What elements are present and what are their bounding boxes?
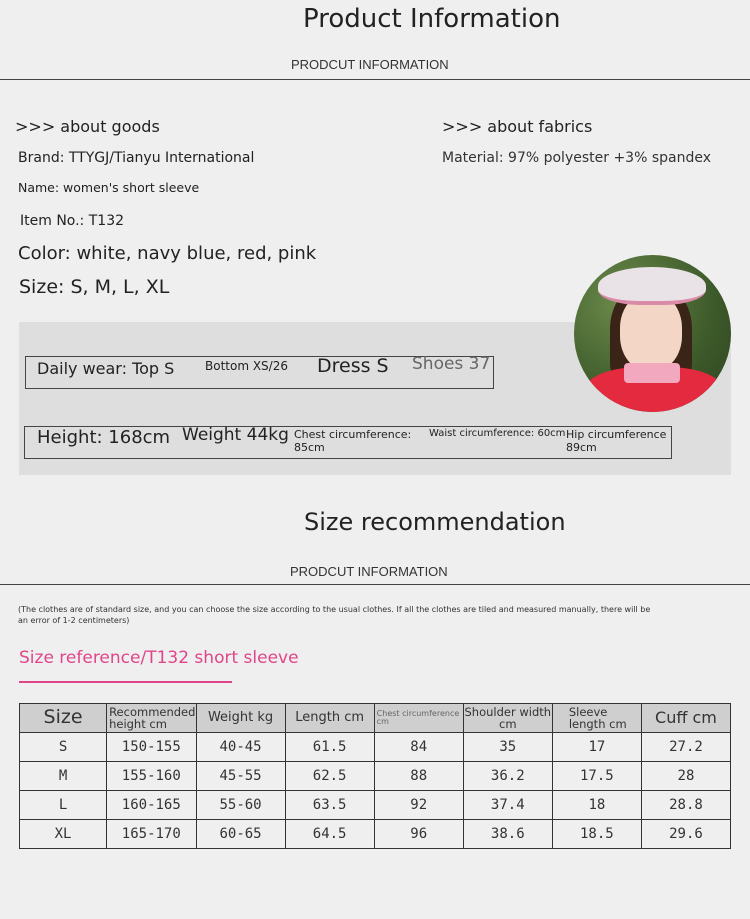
table-cell: 88: [374, 762, 463, 791]
divider: [0, 79, 750, 80]
table-cell: 29.6: [641, 820, 730, 849]
size-reference-heading: Size reference/T132 short sleeve: [19, 648, 299, 668]
table-row: [20, 762, 731, 791]
col-sleeve: Sleeve length cm: [552, 704, 641, 733]
table-cell: 17: [552, 733, 641, 762]
product-name: Name: women's short sleeve: [18, 180, 200, 195]
page-subtitle: PRODCUT INFORMATION: [291, 57, 449, 72]
model-photo: [574, 255, 731, 412]
model-chest-value: 85cm: [294, 441, 325, 454]
model-hip: Hip circumference: [566, 428, 667, 441]
daily-bottom: Bottom XS/26: [205, 359, 288, 373]
daily-dress: Dress S: [317, 355, 389, 377]
daily-shoes: Shoes 37: [412, 354, 491, 374]
size-note: (The clothes are of standard size, and you can choose the size according to the usual clothes. If all the clothes are tiled and measured manually, there will be: [18, 605, 651, 614]
col-size: Size: [20, 704, 107, 733]
model-chest: Chest circumference:: [294, 428, 412, 441]
table-cell: 37.4: [463, 791, 552, 820]
model-hip-value: 89cm: [566, 441, 597, 454]
model-weight: Weight 44kg: [182, 425, 289, 445]
page-title: Product Information: [303, 4, 561, 34]
material: Material: 97% polyester +3% spandex: [442, 150, 712, 166]
table-cell: 18.5: [552, 820, 641, 849]
table-row: [20, 820, 731, 849]
table-cell: XL: [20, 820, 107, 849]
table-cell: 40-45: [196, 733, 285, 762]
table-cell: 17.5: [552, 762, 641, 791]
col-length: Length cm: [285, 704, 374, 733]
col-height: Recommended height cm: [107, 704, 196, 733]
goods-heading: >>> about goods: [15, 117, 160, 136]
table-header-row: [20, 704, 731, 733]
table-cell: 61.5: [285, 733, 374, 762]
table-cell: 27.2: [641, 733, 730, 762]
col-weight: Weight kg: [196, 704, 285, 733]
table-cell: 36.2: [463, 762, 552, 791]
size-subtitle: PRODCUT INFORMATION: [290, 564, 448, 579]
table-cell: 150-155: [107, 733, 196, 762]
col-shoulder: Shoulder width cm: [464, 704, 552, 731]
size-note-2: an error of 1-2 centimeters): [18, 616, 130, 625]
table-cell: 63.5: [285, 791, 374, 820]
table-cell: 84: [374, 733, 463, 762]
col-chest: Chest circumference cm: [374, 704, 463, 733]
table-cell: 28.8: [641, 791, 730, 820]
table-row: [20, 733, 731, 762]
table-cell: L: [20, 791, 107, 820]
table-cell: 160-165: [107, 791, 196, 820]
divider: [0, 584, 750, 585]
table-cell: 45-55: [196, 762, 285, 791]
size-table: [19, 703, 731, 849]
table-cell: 62.5: [285, 762, 374, 791]
table-cell: 35: [463, 733, 552, 762]
table-cell: 155-160: [107, 762, 196, 791]
col-cuff: Cuff cm: [641, 704, 730, 733]
fabrics-heading: >>> about fabrics: [442, 117, 593, 136]
model-waist: Waist circumference: 60cm: [429, 428, 566, 439]
accent-underline: [19, 681, 232, 683]
table-cell: 96: [374, 820, 463, 849]
table-cell: 92: [374, 791, 463, 820]
daily-top: Daily wear: Top S: [37, 359, 175, 378]
model-height: Height: 168cm: [37, 427, 171, 448]
table-cell: 60-65: [196, 820, 285, 849]
table-cell: 18: [552, 791, 641, 820]
colors: Color: white, navy blue, red, pink: [18, 243, 317, 264]
size-title: Size recommendation: [304, 508, 566, 536]
table-cell: 55-60: [196, 791, 285, 820]
table-cell: M: [20, 762, 107, 791]
table-row: [20, 791, 731, 820]
brand: Brand: TTYGJ/Tianyu International: [18, 150, 255, 166]
table-cell: 28: [641, 762, 730, 791]
table-cell: 64.5: [285, 820, 374, 849]
table-cell: 38.6: [463, 820, 552, 849]
sizes: Size: S, M, L, XL: [19, 276, 170, 298]
item-number: Item No.: T132: [20, 213, 125, 229]
table-cell: S: [20, 733, 107, 762]
table-cell: 165-170: [107, 820, 196, 849]
